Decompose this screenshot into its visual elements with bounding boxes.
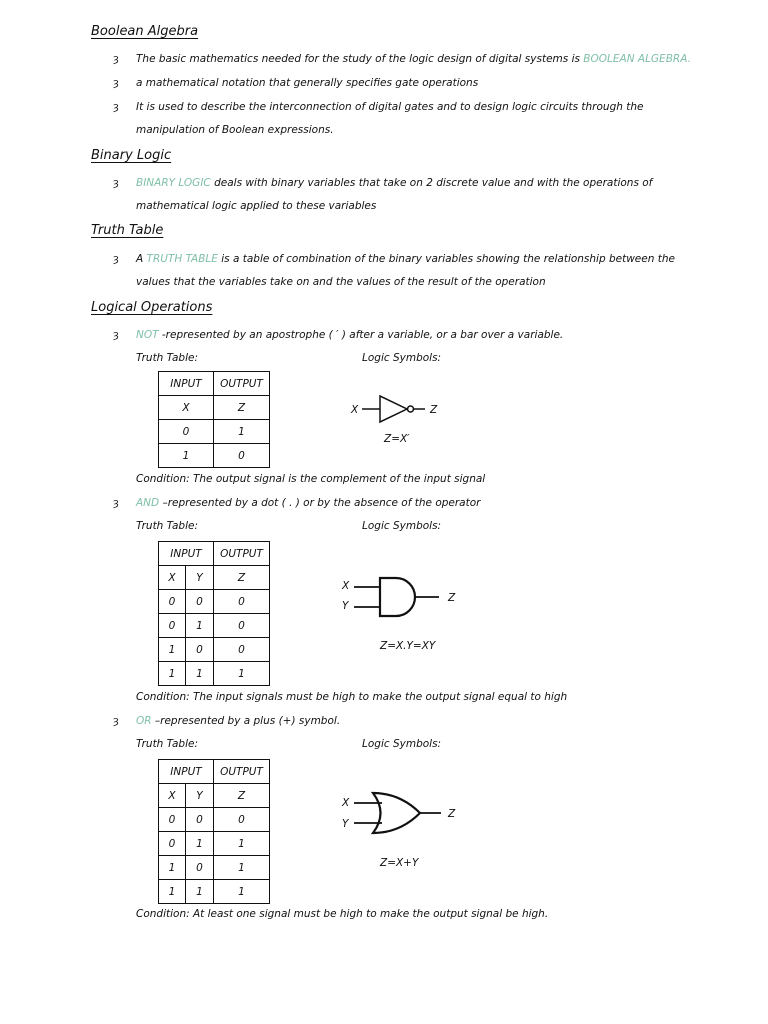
- table-cell: Z: [214, 396, 270, 420]
- boolean-algebra-bullet-3-line-1: It is used to describe the interconnection of digital gates and to design logic circuits through the: [136, 101, 644, 113]
- bullet-icon: ȝ: [113, 176, 119, 189]
- header-output: OUTPUT: [214, 372, 270, 396]
- table-row: [159, 590, 270, 614]
- table-cell: 0: [159, 420, 214, 444]
- table-cell: 1: [186, 832, 214, 856]
- table-cell: 0: [214, 444, 270, 468]
- truth-table-bullet-1: [136, 253, 675, 265]
- accent-term: BOOLEAN ALGEBRA.: [583, 53, 691, 65]
- table-cell: 1: [214, 420, 270, 444]
- table-cell: 1: [159, 880, 186, 904]
- table-row: [159, 420, 270, 444]
- and-input-x-label: X: [342, 580, 350, 592]
- table-row: [159, 760, 270, 784]
- text: deals with binary variables that take on 2 discrete value and with the operations of: [210, 177, 653, 189]
- and-gate-symbol: [338, 572, 468, 656]
- or-output-label: Z: [448, 808, 456, 820]
- table-row: [159, 856, 270, 880]
- table-row: [159, 880, 270, 904]
- table-cell: 1: [214, 662, 270, 686]
- binary-logic-bullet-1-line-2: mathematical logic applied to these variables: [136, 200, 377, 212]
- header-output: OUTPUT: [214, 760, 270, 784]
- table-cell: X: [159, 396, 214, 420]
- and-description: [136, 497, 480, 509]
- table-cell: Z: [214, 566, 270, 590]
- and-truth-table: [158, 541, 270, 686]
- table-row: [159, 662, 270, 686]
- table-cell: 1: [186, 614, 214, 638]
- bullet-icon: ȝ: [113, 714, 119, 727]
- or-truth-table-label: Truth Table:: [136, 738, 199, 750]
- accent-term: NOT: [136, 329, 159, 341]
- table-cell: 1: [186, 880, 214, 904]
- and-condition: Condition: The input signals must be high to make the output signal equal to high: [136, 691, 568, 703]
- not-output-label: Z: [430, 404, 438, 416]
- or-logic-symbols-label: Logic Symbols:: [362, 738, 442, 750]
- table-cell: 1: [159, 856, 186, 880]
- not-triangle-icon: [380, 396, 407, 422]
- not-truth-table-label: Truth Table:: [136, 352, 199, 364]
- header-output: OUTPUT: [214, 542, 270, 566]
- not-description: [136, 329, 563, 341]
- heading-binary-logic: Binary Logic: [91, 148, 172, 163]
- table-cell: Z: [214, 784, 270, 808]
- or-description: [136, 715, 340, 727]
- bullet-icon: ȝ: [113, 76, 119, 89]
- table-cell: X: [159, 566, 186, 590]
- bullet-icon: ȝ: [113, 52, 119, 65]
- table-cell: X: [159, 784, 186, 808]
- table-cell: 1: [159, 662, 186, 686]
- and-logic-symbols-label: Logic Symbols:: [362, 520, 442, 532]
- table-cell: 0: [214, 614, 270, 638]
- bullet-icon: ȝ: [113, 328, 119, 341]
- table-cell: 1: [186, 662, 214, 686]
- text: –represented by a dot ( . ) or by the absence of the operator: [159, 497, 481, 509]
- table-cell: 1: [214, 856, 270, 880]
- accent-term: AND: [136, 497, 160, 509]
- table-cell: 1: [214, 832, 270, 856]
- table-cell: 0: [159, 832, 186, 856]
- table-row: [159, 396, 270, 420]
- table-cell: Y: [186, 784, 214, 808]
- not-logic-symbols-label: Logic Symbols:: [362, 352, 442, 364]
- accent-term: OR: [136, 715, 152, 727]
- table-cell: 0: [159, 590, 186, 614]
- or-gate-symbol: [338, 789, 468, 873]
- table-row: [159, 784, 270, 808]
- boolean-algebra-bullet-2: a mathematical notation that generally specifies gate operations: [136, 77, 479, 89]
- table-cell: 0: [214, 638, 270, 662]
- table-cell: 0: [159, 614, 186, 638]
- text: The basic mathematics needed for the study of the logic design of digital systems is: [136, 53, 584, 65]
- accent-term: TRUTH TABLE: [146, 253, 218, 265]
- heading-truth-table: Truth Table: [91, 223, 164, 238]
- header-input: INPUT: [159, 760, 214, 784]
- accent-term: BINARY LOGIC: [136, 177, 211, 189]
- not-gate-symbol: [340, 390, 450, 450]
- text: A: [136, 253, 147, 265]
- table-row: [159, 542, 270, 566]
- table-row: [159, 614, 270, 638]
- truth-table-bullet-1-line-2: values that the variables take on and the values of the result of the operation: [136, 276, 546, 288]
- or-equation: Z=X+Y: [380, 857, 419, 869]
- not-equation: Z=X′: [384, 433, 410, 445]
- and-input-y-label: Y: [342, 600, 349, 612]
- not-truth-table: [158, 371, 270, 468]
- bullet-icon: ȝ: [113, 252, 119, 265]
- and-gate-icon: [380, 578, 415, 616]
- table-cell: 0: [186, 638, 214, 662]
- or-truth-table: [158, 759, 270, 904]
- table-row: [159, 566, 270, 590]
- table-row: [159, 832, 270, 856]
- bullet-icon: ȝ: [113, 496, 119, 509]
- text: is a table of combination of the binary variables showing the relationship between the: [217, 253, 675, 265]
- table-cell: 0: [214, 590, 270, 614]
- table-cell: 1: [214, 880, 270, 904]
- table-cell: 0: [186, 856, 214, 880]
- table-cell: 0: [159, 808, 186, 832]
- table-row: [159, 444, 270, 468]
- header-input: INPUT: [159, 542, 214, 566]
- heading-logical-operations: Logical Operations: [91, 300, 213, 315]
- or-input-x-label: X: [342, 797, 350, 809]
- heading-boolean-algebra: Boolean Algebra: [91, 24, 199, 39]
- and-truth-table-label: Truth Table:: [136, 520, 199, 532]
- or-condition: Condition: At least one signal must be high to make the output signal be high.: [136, 908, 549, 920]
- binary-logic-bullet-1: [136, 177, 652, 189]
- boolean-algebra-bullet-3-line-2: manipulation of Boolean expressions.: [136, 124, 334, 136]
- not-condition: Condition: The output signal is the complement of the input signal: [136, 473, 486, 485]
- and-output-label: Z: [448, 592, 456, 604]
- table-row: [159, 808, 270, 832]
- table-row: [159, 638, 270, 662]
- text: –represented by a plus (+) symbol.: [151, 715, 341, 727]
- and-equation: Z=X.Y=XY: [380, 640, 436, 652]
- table-cell: 0: [186, 590, 214, 614]
- table-cell: 0: [186, 808, 214, 832]
- or-gate-icon: [373, 793, 420, 833]
- text: -represented by an apostrophe ( ′ ) after a variable, or a bar over a variable.: [158, 329, 564, 341]
- table-row: [159, 372, 270, 396]
- header-input: INPUT: [159, 372, 214, 396]
- or-input-y-label: Y: [342, 818, 349, 830]
- table-cell: Y: [186, 566, 214, 590]
- table-cell: 0: [214, 808, 270, 832]
- boolean-algebra-bullet-1: [136, 53, 691, 65]
- table-cell: 1: [159, 638, 186, 662]
- bullet-icon: ȝ: [113, 100, 119, 113]
- table-cell: 1: [159, 444, 214, 468]
- not-input-label: X: [351, 404, 359, 416]
